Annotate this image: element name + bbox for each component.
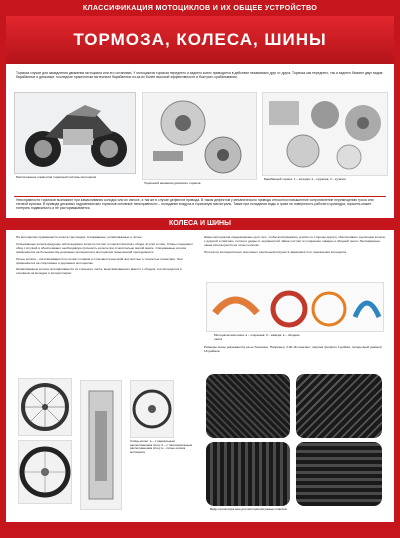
left-para-2: Спицованные колеса (ведущее и/или ведомое колесо) состоят из металлического обода, втулки и спиц. Спицы соединяют обод с втулкой и обеспечивают необходимую прочность колеса при относительно малой массе. Спицованные колеса применяются на большинстве дорожных мотоциклов и мотоциклов повышенной проходимости. [16,241,193,254]
right-column-text [204,236,386,255]
tire-caption: Виды протектора шин для мотоциклов разных классов [210,507,287,511]
left-caption: Спицы колес: а – с радиальным расположением спиц; б – с тангенциальным расположением спиц; в – литые колеса мотоцикла [130,439,192,454]
right-para-2: Протектор мотоциклетных шин имеет различный рисунок в зависимости от назначения мотоцикла. [204,249,347,254]
drum-brake-image [262,92,388,176]
tire-tread-image-1 [206,374,290,438]
brake-mechanism-image [142,92,257,180]
bottom-band [0,522,400,538]
hub-image [80,380,122,510]
note-text: Неисправности тормозов возникают при замасливании колодок или их износе, а так же в случае дефектов привода. В таком дефектом у механического привода относится повышенное сопротивление перемещению троса или тяговой кулачка. В приводе дисковых гидравлических тормозов основные неисправности – попадание воздуха в тормозную магистраль. Также при попадании воды и грязи на поверхность рабочего цилиндра, поршень может потерять подвижность и не растормаживается. [16,198,374,211]
left-border [0,0,6,538]
motorcycle-image [14,92,136,174]
left-column-text [16,236,196,276]
spoked-wheel-image-a [18,378,72,436]
right-border [394,0,400,538]
parts-caption: Барабанный тормоз: 1 – колодка; 2 – пружина; 3 – кулачок [264,177,346,181]
divider [14,196,386,197]
tire-tube-images [206,282,384,332]
top-label: КЛАССИФИКАЦИЯ МОТОЦИКЛОВ И ИХ ОБЩЕЕ УСТРОЙСТВО [0,0,400,16]
right-para-3: Размеры шины указываются на ее боковине. Например, 3.00-18 означает: ширина профиля 3 дюйма, посадочный диаметр 18 дюймов. [204,345,383,353]
page-title: ТОРМОЗА, КОЛЕСА, ШИНЫ [73,30,327,49]
cast-wheel-image [130,380,174,438]
left-para-1: На мотоциклах применяются колеса трех видов: спицованные, штампованные и литые. [16,235,143,239]
right-para-1: Шины мотоциклов предназначены для того, чтобы воспринимать усилия со стороны дороги, обеспечивать сцепление колеса с дорогой и смягчать толчки и удары от неровностей. Шина состоит из покрышки, камеры и ободной ленты. Бескамерные шины используются на литых колесах. [204,235,385,247]
left-para-4: Штампованные колеса изготавливаются из стального листа, выштампованного вместе с ободом, и используются в основном на мопедах и мотороллерах. [16,267,182,276]
left-para-3: Литые колеса – изготавливаются из легких сплавов и отличаются высокой жесткостью и точностью геометрии. Они применяются на спортивных и дорожных мотоциклах. [16,256,183,265]
brake-caption: Тормозной механизм дискового тормоза [144,181,201,185]
spoked-wheel-image-b [18,440,72,504]
tube-caption: Мотоциклетная шина: а – покрышка; б – камера; в – ободная лента [214,333,300,341]
section-title-wheels: КОЛЕСА И ШИНЫ [6,218,394,230]
tire-tread-image-4 [296,442,382,506]
right-column-text-2 [204,346,386,354]
title-band [6,16,394,64]
tire-tread-image-3 [206,442,290,506]
intro-text: Тормоза служат для замедления движения мотоцикла или его остановки. У мотоциклов тормоза переднего и заднего колес приводятся в действие независимо друг от друга. Тормоза как переднего, так и заднего бывают двух видов: барабанные и дисковые, последние практически вытеснили барабанные из-за их более высокой эффективности и быстрого срабатывания. [16,71,384,80]
bike-caption: Расположение элементов тормозной системы мотоцикла [16,175,97,179]
tire-tread-image-2 [296,374,382,438]
